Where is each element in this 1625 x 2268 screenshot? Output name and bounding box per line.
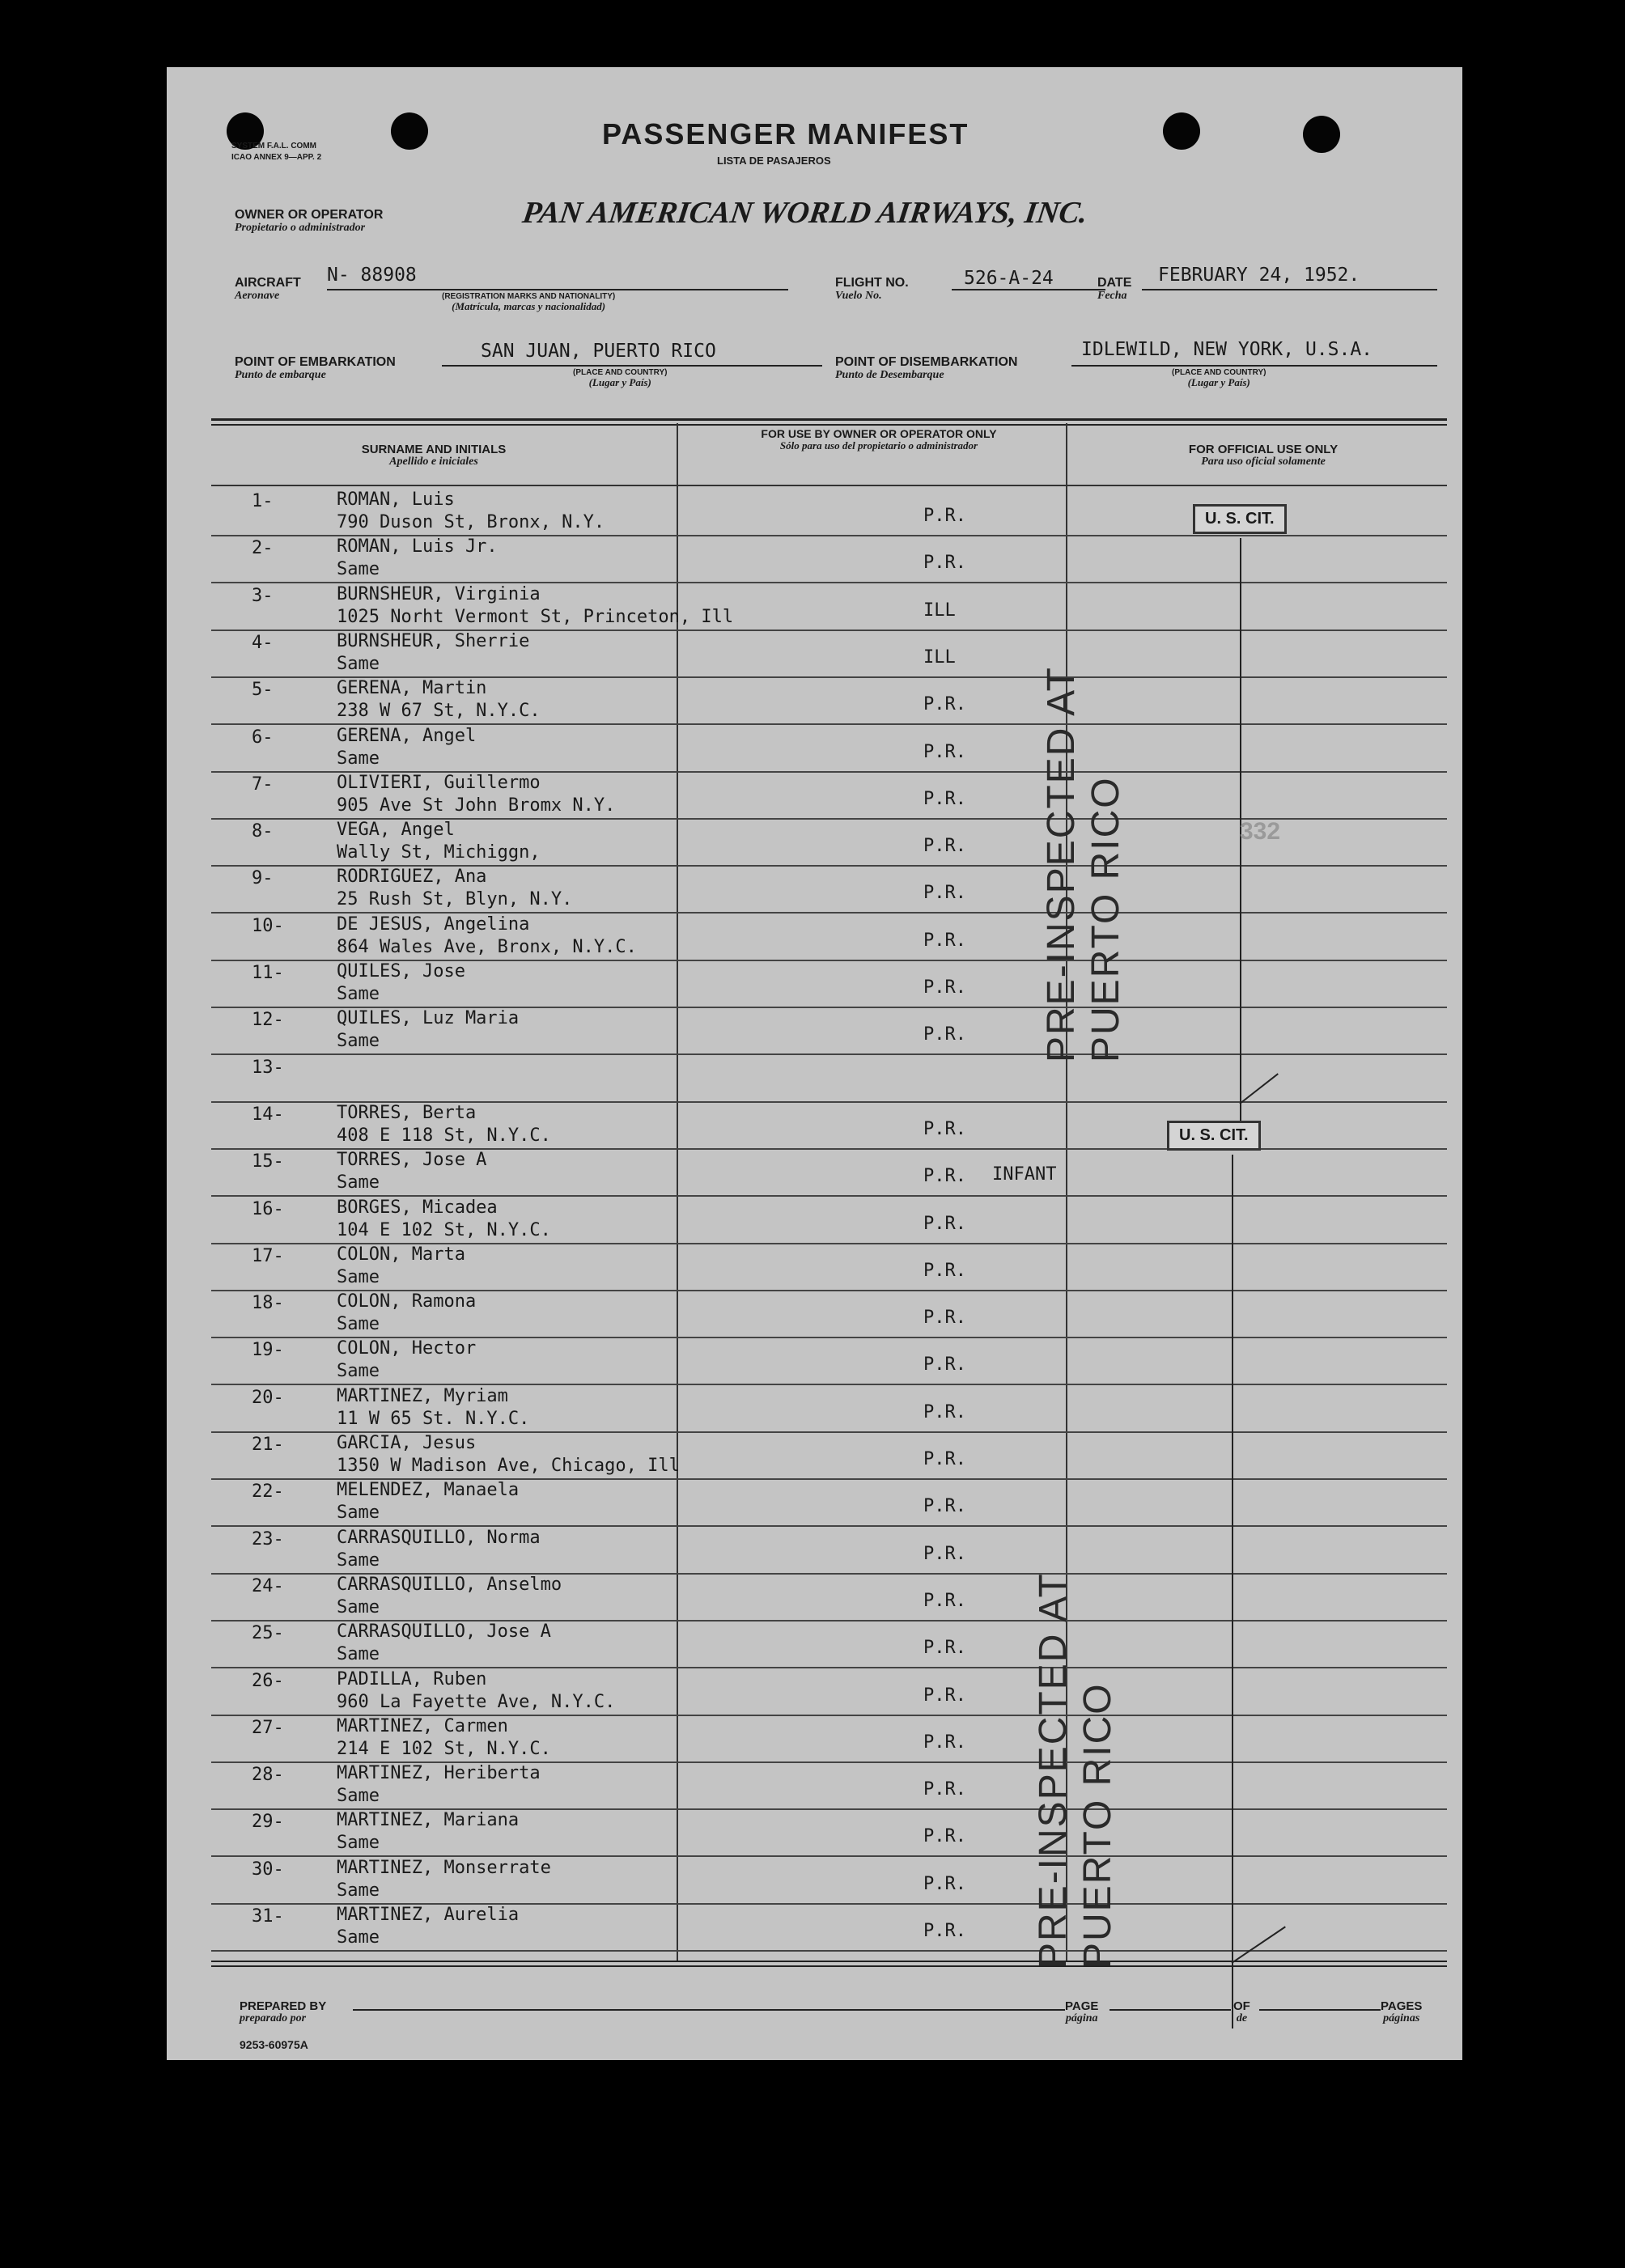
residence-code: P.R. (923, 694, 966, 714)
inspection-stamp: PRE-INSPECTED AT PUERTO RICO (1032, 1573, 1119, 1969)
residence-code: P.R. (923, 1921, 966, 1941)
row-number: 31- (252, 1906, 284, 1927)
residence-code: P.R. (923, 1779, 966, 1800)
prepared-by-line (353, 2009, 1065, 2011)
table-row (211, 1103, 1447, 1150)
embark-value: SAN JUAN, PUERTO RICO (481, 341, 716, 362)
passenger-address: 238 W 67 St, N.Y.C. (337, 701, 541, 721)
residence-code: P.R. (923, 1496, 966, 1516)
passenger-address: 104 E 102 St, N.Y.C. (337, 1220, 551, 1240)
row-rule (211, 1950, 1447, 1952)
row-rule (211, 1667, 1447, 1668)
row-number: 7- (252, 774, 274, 795)
owner-label: OWNER OR OPERATOR Propietario o administrador (235, 208, 384, 234)
table-row (211, 1198, 1447, 1244)
row-number: 22- (252, 1482, 284, 1502)
underline (952, 289, 1105, 290)
passenger-name: GARCIA, Jesus (337, 1433, 477, 1453)
passenger-name: TORRES, Berta (337, 1103, 477, 1123)
table-row (211, 1575, 1447, 1622)
manifest-sheet (167, 67, 1462, 2060)
table-row (211, 1716, 1447, 1763)
passenger-name: QUILES, Luz Maria (337, 1008, 520, 1028)
regulation-line: ICAO ANNEX 9—APP. 2 (231, 153, 322, 162)
table-bottom-rule (211, 1965, 1447, 1967)
table-top-rule (211, 418, 1447, 421)
passenger-address: Same (337, 1172, 380, 1193)
embark-note: (PLACE AND COUNTRY) (Lugar y País) (573, 368, 668, 388)
table-row (211, 1291, 1447, 1338)
row-number: 1- (252, 491, 274, 511)
row-number: 14- (252, 1104, 284, 1125)
passenger-name: BURNSHEUR, Virginia (337, 584, 541, 604)
row-number: 2- (252, 538, 274, 558)
pages-label: PAGES páginas (1381, 1999, 1423, 2024)
inspection-stamp: PRE-INSPECTED AT PUERTO RICO (1040, 667, 1127, 1062)
table-row (211, 914, 1447, 961)
passenger-name: MARTINEZ, Myriam (337, 1386, 508, 1406)
row-rule (211, 1195, 1447, 1197)
form-title: PASSENGER MANIFEST (602, 117, 969, 150)
regulation-line: SYSTEM F.A.L. COMM (231, 142, 316, 150)
date-value: FEBRUARY 24, 1952. (1158, 265, 1360, 286)
column-header-official: FOR OFFICIAL USE ONLY Para uso oficial solamente (1188, 443, 1339, 468)
residence-code: P.R. (923, 1024, 966, 1045)
residence-code: P.R. (923, 789, 966, 809)
aircraft-note: (REGISTRATION MARKS AND NATIONALITY) (Matrícula, marcas y nacionalidad) (442, 292, 616, 312)
passenger-name: MARTINEZ, Monserrate (337, 1858, 551, 1878)
row-rule (211, 912, 1447, 914)
table-row (211, 1150, 1447, 1197)
table-top-rule (211, 424, 1447, 426)
passenger-name: BORGES, Micadea (337, 1198, 498, 1218)
residence-code: P.R. (923, 977, 966, 998)
residence-code: P.R. (923, 553, 966, 573)
passenger-name: MARTINEZ, Aurelia (337, 1905, 520, 1925)
passenger-address: 25 Rush St, Blyn, N.Y. (337, 889, 573, 909)
header-rule (211, 485, 1447, 486)
disembark-value: IDLEWILD, NEW YORK, U.S.A. (1081, 339, 1373, 360)
passenger-address: Same (337, 559, 380, 579)
residence-code: P.R. (923, 506, 966, 526)
passenger-name: ROMAN, Luis Jr. (337, 536, 498, 557)
passenger-address: Same (337, 654, 380, 674)
table-row (211, 867, 1447, 914)
passenger-address: 1350 W Madison Ave, Chicago, Ill (337, 1456, 680, 1476)
residence-code: P.R. (923, 1119, 966, 1139)
passenger-name: DE JESUS, Angelina (337, 914, 530, 935)
passenger-address: 905 Ave St John Bromx N.Y. (337, 795, 616, 816)
of-label: OF de (1233, 1999, 1250, 2024)
punch-hole (1303, 116, 1340, 153)
form-title-es: LISTA DE PASAJEROS (717, 155, 831, 167)
residence-code: P.R. (923, 1874, 966, 1894)
passenger-name: BURNSHEUR, Sherrie (337, 631, 530, 651)
residence-code: P.R. (923, 836, 966, 856)
form-number: 9253-60975A (240, 2038, 308, 2051)
residence-code: P.R. (923, 1166, 966, 1186)
row-number: 23- (252, 1529, 284, 1549)
passenger-name: MELENDEZ, Manaela (337, 1480, 520, 1500)
passenger-address: Same (337, 748, 380, 769)
table-row (211, 584, 1447, 631)
row-number: 29- (252, 1812, 284, 1832)
column-header-surname: SURNAME AND INITIALS Apellido e iniciales (361, 443, 507, 468)
row-number: 21- (252, 1435, 284, 1455)
row-rule (211, 1053, 1447, 1055)
passenger-name: OLIVIERI, Guillermo (337, 773, 541, 793)
table-row (211, 1008, 1447, 1055)
underline (327, 289, 788, 290)
passenger-address: Same (337, 1267, 380, 1287)
table-row (211, 1056, 1447, 1103)
us-citizen-stamp: U. S. CIT. (1193, 504, 1287, 534)
residence-code: P.R. (923, 883, 966, 903)
row-number: 8- (252, 821, 274, 841)
row-rule (211, 1855, 1447, 1857)
table-row (211, 1763, 1447, 1810)
residence-code: P.R. (923, 1214, 966, 1234)
owner-value: PAN AMERICAN WORLD AIRWAYS, INC. (520, 196, 1090, 230)
table-row (211, 1480, 1447, 1527)
passenger-name: MARTINEZ, Carmen (337, 1716, 508, 1736)
passenger-address: Same (337, 1503, 380, 1523)
passenger-name: ROMAN, Luis (337, 490, 455, 510)
table-row (211, 1528, 1447, 1575)
residence-code: P.R. (923, 1354, 966, 1375)
row-number: 30- (252, 1859, 284, 1880)
disembark-note: (PLACE AND COUNTRY) (Lugar y País) (1172, 368, 1266, 388)
us-citizen-stamp: U. S. CIT. (1167, 1121, 1261, 1151)
row-rule (211, 1525, 1447, 1527)
table-row (211, 1810, 1447, 1857)
passenger-name: CARRASQUILLO, Jose A (337, 1622, 551, 1642)
passenger-address: Wally St, Michiggn, (337, 842, 541, 863)
passenger-name: QUILES, Jose (337, 961, 465, 981)
passenger-address: Same (337, 1927, 380, 1948)
table-row (211, 726, 1447, 773)
residence-code: P.R. (923, 1638, 966, 1658)
passenger-name: MARTINEZ, Heriberta (337, 1763, 541, 1783)
disembark-label: POINT OF DISEMBARKATION Punto de Desembarque (835, 355, 1018, 381)
table-row (211, 536, 1447, 583)
punch-hole (391, 112, 428, 150)
underline (442, 365, 822, 367)
row-number: 6- (252, 727, 274, 748)
page-line (1109, 2009, 1231, 2011)
residence-code: P.R. (923, 1591, 966, 1611)
residence-code: P.R. (923, 1449, 966, 1469)
underline (1071, 365, 1437, 367)
row-number: 9- (252, 868, 274, 888)
row-number: 17- (252, 1246, 284, 1266)
row-number: 27- (252, 1718, 284, 1738)
row-number: 20- (252, 1388, 284, 1408)
residence-code: P.R. (923, 1308, 966, 1328)
date-label: DATE Fecha (1097, 276, 1132, 302)
table-row (211, 773, 1447, 820)
passenger-address: Same (337, 1833, 380, 1853)
row-number: 15- (252, 1151, 284, 1172)
row-number: 24- (252, 1576, 284, 1596)
row-number: 11- (252, 963, 284, 983)
passenger-name: GERENA, Martin (337, 678, 487, 698)
residence-code: ILL (923, 600, 956, 621)
flight-value: 526-A-24 (964, 268, 1054, 289)
pages-line (1259, 2009, 1381, 2011)
bracket-line (1232, 1155, 1233, 2028)
passenger-address: Same (337, 1031, 380, 1051)
residence-code: P.R. (923, 1402, 966, 1422)
aircraft-value: N- 88908 (327, 265, 417, 286)
table-row (211, 1433, 1447, 1480)
table-row (211, 1386, 1447, 1433)
passenger-address: 960 La Fayette Ave, N.Y.C. (337, 1692, 616, 1712)
row-number: 18- (252, 1293, 284, 1313)
underline (1142, 289, 1437, 290)
table-row (211, 961, 1447, 1008)
passenger-address: Same (337, 1880, 380, 1901)
row-rule (211, 723, 1447, 725)
table-row (211, 1669, 1447, 1716)
passenger-address: Same (337, 1361, 380, 1381)
table-row (211, 678, 1447, 725)
row-number: 4- (252, 633, 274, 653)
passenger-address: Same (337, 1597, 380, 1617)
passenger-address: 1025 Norht Vermont St, Princeton, Ill (337, 607, 734, 627)
residence-code: ILL (923, 647, 956, 668)
residence-code: P.R. (923, 1826, 966, 1846)
passenger-address: Same (337, 984, 380, 1004)
passenger-address: Same (337, 1550, 380, 1571)
embark-label: POINT OF EMBARKATION Punto de embarque (235, 355, 396, 381)
passenger-name: COLON, Marta (337, 1244, 465, 1265)
passenger-address: 11 W 65 St. N.Y.C. (337, 1409, 530, 1429)
row-number: 25- (252, 1623, 284, 1643)
flight-label: FLIGHT NO. Vuelo No. (835, 276, 909, 302)
row-number: 28- (252, 1765, 284, 1785)
table-row (211, 1244, 1447, 1291)
passenger-address: Same (337, 1314, 380, 1334)
passenger-name: MARTINEZ, Mariana (337, 1810, 520, 1830)
row-rule (211, 582, 1447, 583)
row-number: 3- (252, 586, 274, 606)
row-number: 5- (252, 680, 274, 700)
table-bottom-rule (211, 1961, 1447, 1962)
passenger-name: GERENA, Angel (337, 726, 477, 746)
residence-code: P.R. (923, 1544, 966, 1564)
passenger-address: Same (337, 1786, 380, 1806)
passenger-address: 214 E 102 St, N.Y.C. (337, 1739, 551, 1759)
table-row (211, 1905, 1447, 1952)
residence-code: P.R. (923, 742, 966, 762)
prepared-by-label: PREPARED BY preparado por (240, 1999, 327, 2024)
passenger-address: Same (337, 1644, 380, 1664)
passenger-name: CARRASQUILLO, Norma (337, 1528, 541, 1548)
passenger-name: VEGA, Angel (337, 820, 455, 840)
row-number: 19- (252, 1340, 284, 1360)
passenger-name: CARRASQUILLO, Anselmo (337, 1575, 562, 1595)
passenger-name: TORRES, Jose A (337, 1150, 487, 1170)
row-rule (211, 1384, 1447, 1385)
passenger-note: INFANT (992, 1164, 1057, 1185)
page-label: PAGE página (1065, 1999, 1099, 2024)
punch-hole (1163, 112, 1200, 150)
aircraft-label: AIRCRAFT Aeronave (235, 276, 301, 302)
passenger-address: 864 Wales Ave, Bronx, N.Y.C. (337, 937, 637, 957)
faint-number: 332 (1240, 818, 1281, 845)
residence-code: P.R. (923, 931, 966, 951)
passenger-address: 790 Duson St, Bronx, N.Y. (337, 512, 605, 532)
table-row (211, 631, 1447, 678)
table-row (211, 1622, 1447, 1668)
row-number: 26- (252, 1671, 284, 1691)
residence-code: P.R. (923, 1732, 966, 1753)
residence-code: P.R. (923, 1685, 966, 1706)
residence-code: P.R. (923, 1261, 966, 1281)
passenger-address: 408 E 118 St, N.Y.C. (337, 1126, 551, 1146)
column-header-owner: FOR USE BY OWNER OR OPERATOR ONLY Sólo para uso del propietario o administrador (761, 427, 997, 451)
passenger-name: PADILLA, Ruben (337, 1669, 487, 1689)
row-number: 12- (252, 1010, 284, 1030)
passenger-name: COLON, Ramona (337, 1291, 477, 1312)
table-row (211, 1338, 1447, 1385)
row-number: 13- (252, 1058, 284, 1078)
passenger-name: RODRIGUEZ, Ana (337, 867, 487, 887)
table-row (211, 1858, 1447, 1905)
row-number: 16- (252, 1199, 284, 1219)
passenger-name: COLON, Hector (337, 1338, 477, 1359)
row-number: 10- (252, 916, 284, 936)
